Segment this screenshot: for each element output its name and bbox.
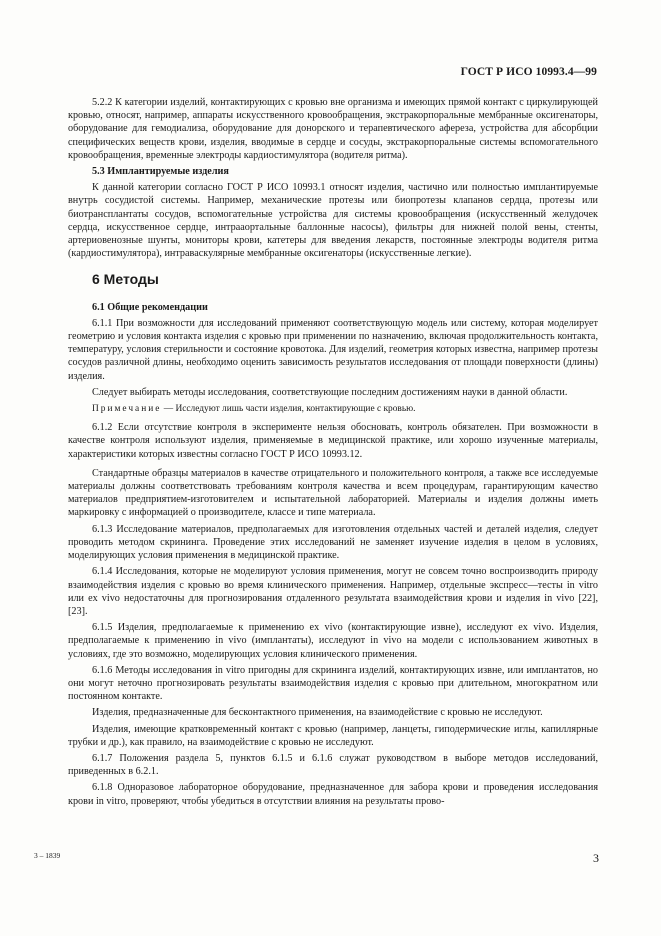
paragraph-6-1-1-cont: Следует выбирать методы исследования, соответствующие последним достижениям науки в данной области. <box>92 386 568 398</box>
paragraph-6-1-7: 6.1.7 Положения раздела 5, пунктов 6.1.5 и 6.1.6 служат руководством в выборе методов исследований, приведенных в 6.2.1. <box>68 752 598 778</box>
paragraph-6-1-6-cont-a: Изделия, предназначенные для бесконтактного применения, на взаимодействие с кровью не исследуют. <box>92 707 543 719</box>
paragraph-6-1-6-cont-b: Изделия, имеющие кратковременный контакт с кровью (например, ланцеты, гиподермические иглы, капиллярные трубки и др.), как правило, на взаимодействие с кровью не исследуют. <box>68 723 598 748</box>
paragraph-5-2-2: 5.2.2 К категории изделий, контактирующих с кровью вне организма и имеющих прямой контакт с циркулирующей кровью, относят, например, аппараты искусственного кровообращения, экстракорпоральные мембранные оксигенаторы, оборудование для гемодиализа, оборудование для донорского и терапевтического афереза, устройства для абсорбции специфических веществ крови, изделия, вводимые в сердце и сосуды, экстракорпоральные системы вспомогательного кровообращения, временные электроды кардиостимулятора (водителя ритма). <box>68 97 598 161</box>
section-heading-6: 6 Методы <box>92 271 159 288</box>
page-number: 3 <box>593 851 599 865</box>
document-body <box>68 96 598 811</box>
paragraph-6-1-4: 6.1.4 Исследования, которые не моделируют условия применения, могут не совсем точно воспроизводить природу взаимодействия изделия с кровью во время клинического применения. Например, отдельные экспресс—тесты in vitro или ex vivo недостаточны для прогнозирования отдаленного результата взаимодействия крови и изделия in vivo [22], [23]. <box>68 566 598 617</box>
paragraph-6-1-5: 6.1.5 Изделия, предполагаемые к применению ex vivo (контактирующие извне), исследуют ex vivo. Изделия, предполагаемые к применению in vivo (имплантаты), исследуют in vivo на модели с использованием животных в условиях, где это возможно, моделирующих условия клинического применения. <box>68 622 598 660</box>
paragraph-6-1-3: 6.1.3 Исследование материалов, предполагаемых для изготовления отдельных частей и деталей изделия, следует проводить методом скрининга. Проведение этих исследований не заменяет изучение изделия в целом в условиях, моделирующих условия применения в медицинской практике. <box>68 523 598 562</box>
heading-5-3: 5.3 Имплантируемые изделия <box>92 166 229 178</box>
paragraph-6-1-2: 6.1.2 Если отсутствие контроля в эксперименте нельзя обосновать, контроль обязателен. При возможности в качестве контроля используют изделия, применяемые в медицинской практике, или хорошо изученные материалы, характеристики которых известны согласно ГОСТ Р ИСО 10993.12. <box>68 422 598 460</box>
document-header: ГОСТ Р ИСО 10993.4—99 <box>460 66 597 78</box>
paragraph-6-1-1: 6.1.1 При возможности для исследований применяют соответствующую модель или систему, которая моделирует геометрию и условия контакта изделия с кровью при применении по назначению, включая продолжительность контакта, температуру, условия стерильности и состояние кровотока. Для изделий, геометрия которых известна, например протезы сосудов различной длины, необходимо оценить зависимость результатов исследования от площади поверхности (длины) изделия. <box>68 317 598 382</box>
print-code: 3 – 1839 <box>34 851 61 860</box>
paragraph-5-3: К данной категории согласно ГОСТ Р ИСО 10993.1 относят изделия, частично или полностью имплантируемые внутрь сосудистой системы. Например, механические протезы или биопротезы клапанов сердца, протезы или биотрансплантаты сосудов, вспомогательные устройства для системы кровообращения (искусственный желудочек сердца, искусственное сердце, интрааортальные баллонные насосы), фильтры для нижней полой вены, стенты, артериовенозные шунты, мониторы крови, катетеры для введения лекарств, постоянные электроды водителя ритма (кардиостимулятора), интраваскулярные мембранные оксигенаторы (искусственные легкие). <box>68 182 598 260</box>
paragraph-6-1-8: 6.1.8 Одноразовое лабораторное оборудование, предназначенное для забора крови и проведения исследования крови in vitro, проверяют, чтобы убедиться в отсутствии влияния на результаты прово- <box>68 782 598 807</box>
note-label: Примечание <box>92 404 162 415</box>
heading-6-1: 6.1 Общие рекомендации <box>92 301 208 313</box>
paragraph-6-1-6: 6.1.6 Методы исследования in vitro пригодны для скрининга изделий, контактирующих извне, или имплантатов, но они могут неточно прогнозировать результаты взаимодействия изделия с кровью при длительном, многократном или постоянном контакте. <box>68 664 598 703</box>
paragraph-6-1-2-cont: Стандартные образцы материалов в качестве отрицательного и положительного контроля, а также все исследуемые материалы должны соответствовать требованиям контроля качества и всем процедурам, гарантирующим качество материалов предприятием-изготовителем и испытательной лабораторией. Материалы и изделия должны иметь маркировку с информацией о производителе, классе и типе материала. <box>68 467 598 519</box>
note-text: — Исследуют лишь части изделия, контактирующие с кровью. <box>161 404 416 415</box>
note <box>68 403 598 416</box>
